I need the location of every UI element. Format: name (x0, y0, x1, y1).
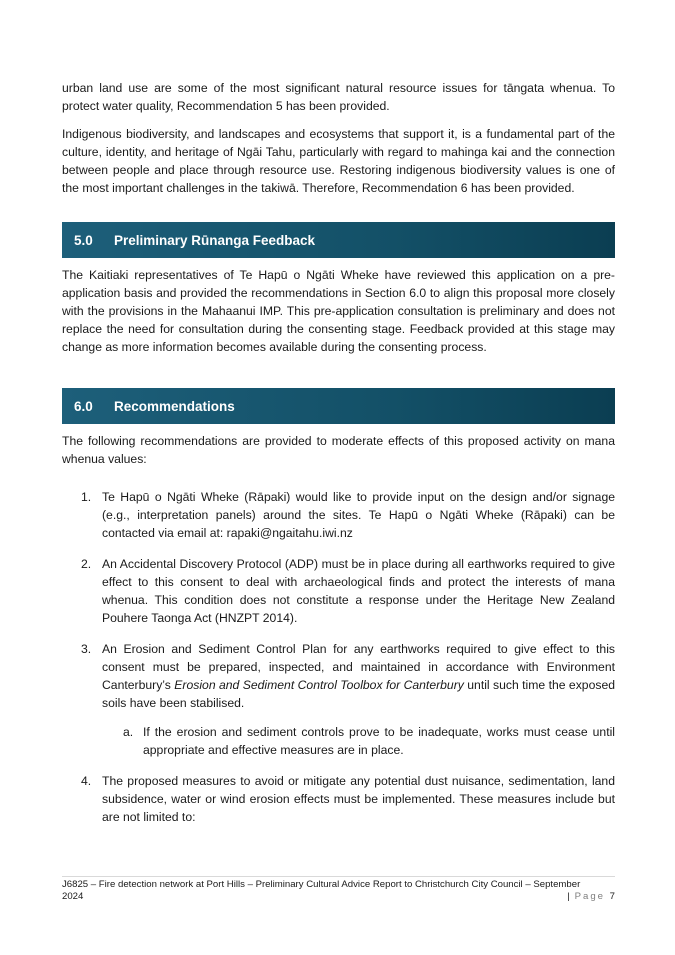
list-item (62, 555, 615, 627)
list-item-text: An Accidental Discovery Protocol (ADP) must be in place during all earthworks required to give effect to this consent to deal with archaeological finds and protect the interests of mana whenua. This condition does not constitute a response under the Heritage New Zealand Pouhere Taonga Act (HNZPT 2014). (102, 557, 615, 625)
list-marker: 4. (81, 774, 92, 788)
section-number: 5.0 (74, 232, 93, 248)
section-number: 6.0 (74, 398, 93, 414)
list-item-text-end: until such time the exposed soils have been stabilised. (102, 678, 616, 710)
page-number (567, 891, 615, 903)
list-item-text: The proposed measures to avoid or mitigate any potential dust nuisance, sedimentation, land subsidence, water or wind erosion effects must be implemented. These measures include but are not limited to: (102, 774, 615, 824)
sub-list-marker: a. (123, 725, 134, 739)
sub-list-item (102, 723, 615, 759)
list-item-text: An Erosion and Sediment Control Plan for any earthworks required to give effect to this consent must be prepared, inspected, and maintained in accordance with Environment Canterbury’s (102, 642, 615, 692)
sub-list-item-text: If the erosion and sediment controls prove to be inadequate, works must cease until appropriate and effective measures are in place. (143, 725, 615, 757)
list-item (62, 640, 615, 759)
paragraph-biodiversity: Indigenous biodiversity, and landscapes and ecosystems that support it, is a fundamental part of the culture, identity, and heritage of Ngāi Tahu, particularly with regard to mahinga kai and the connection between people and place through resource use. Restoring indigenous biodiversity values is one of the most important challenges in the takiwā. Therefore, Recommendation 6 has been provided. (62, 127, 615, 195)
page-separator: | (567, 891, 570, 902)
section-heading-5 (62, 222, 615, 258)
recommendations-list (62, 488, 615, 826)
list-item (62, 772, 615, 826)
paragraph-water-quality: urban land use are some of the most significant natural resource issues for tāngata whenua. To protect water quality, Recommendation 5 has been provided. (62, 81, 615, 113)
list-item-text: Te Hapū o Ngāti Wheke (Rāpaki) would like to provide input on the design and/or signage (e.g., interpretation panels) around the sites. Te Hapū o Ngāti Wheke (Rāpaki) can be contacted via email at: rapaki@ngaitahu.iwi.nz (102, 490, 615, 540)
paragraph-recommendations-intro: The following recommendations are provided to moderate effects of this proposed activity on mana whenua values: (62, 434, 615, 466)
page-content (62, 79, 615, 839)
section-heading-6 (62, 388, 615, 424)
list-marker: 2. (81, 557, 92, 571)
footer-report-year: 2024 (62, 891, 84, 902)
toolbox-title: Erosion and Sediment Control Toolbox for Canterbury (174, 678, 464, 692)
page-number-value: 7 (609, 891, 615, 902)
section-title: Preliminary Rūnanga Feedback (114, 232, 316, 248)
list-marker: 1. (81, 490, 92, 504)
footer-report-title: J6825 – Fire detection network at Port Hills – Preliminary Cultural Advice Report to Christchurch City Council – September (62, 879, 581, 890)
paragraph-runanga-feedback: The Kaitiaki representatives of Te Hapū o Ngāti Wheke have reviewed this application on a pre-application basis and provided the recommendations in Section 6.0 to align this proposal more closely with the provisions in the Mahaanui IMP. This pre-application consultation is preliminary and does not replace the need for consultation during the consenting stage. Feedback provided at this stage may change as more information becomes available during the consenting process. (62, 268, 615, 354)
page-label: Page (574, 891, 605, 902)
section-title: Recommendations (114, 398, 235, 414)
page-footer (62, 876, 615, 903)
list-marker: 3. (81, 642, 92, 656)
list-item-body (102, 640, 615, 759)
list-item (62, 488, 615, 542)
